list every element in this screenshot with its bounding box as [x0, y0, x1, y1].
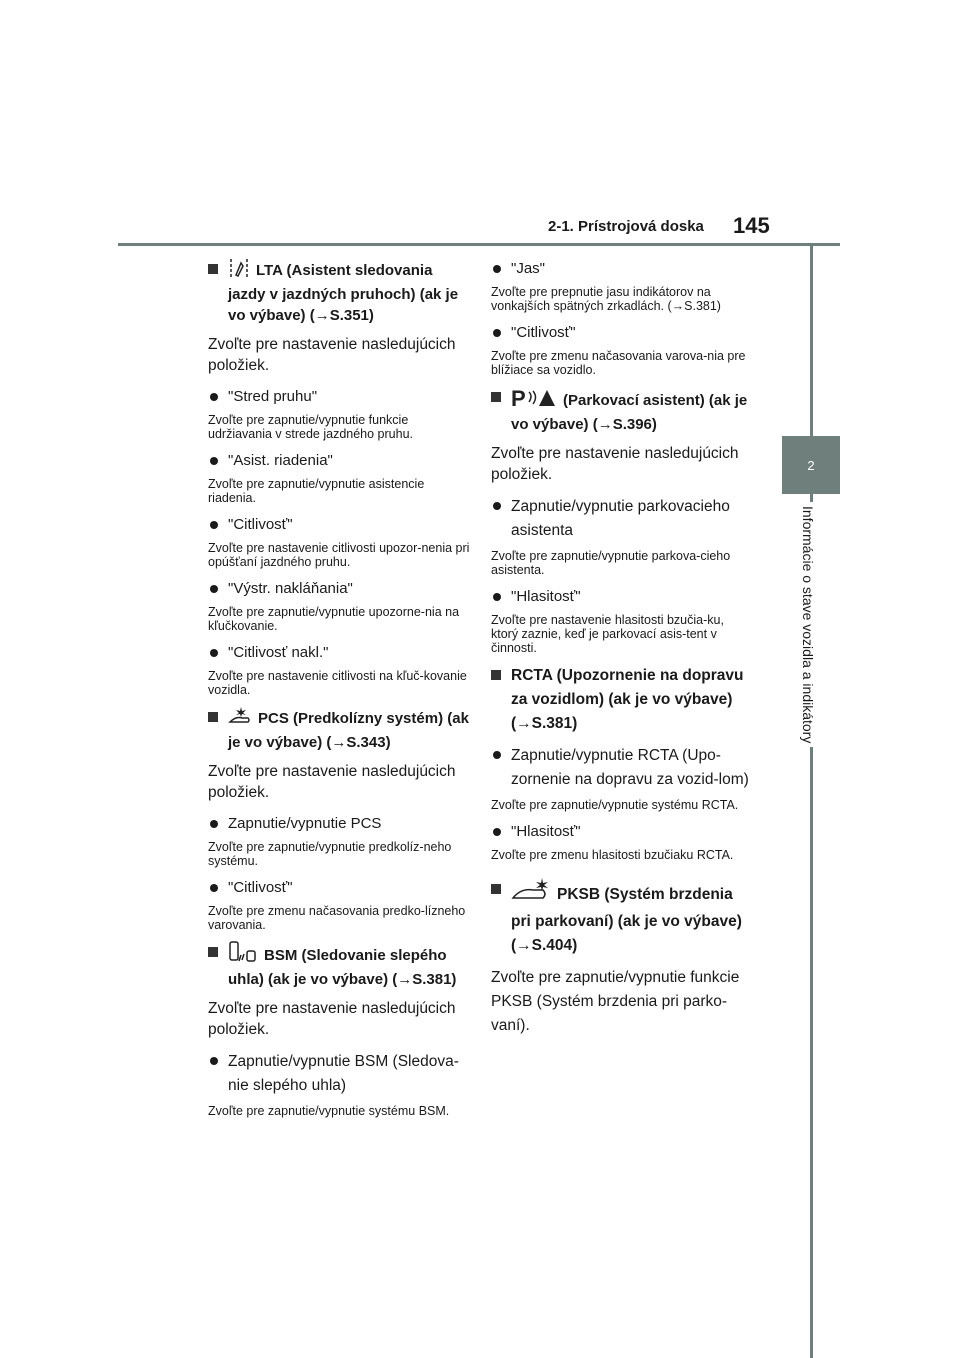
item-description: Zvoľte pre zapnutie/vypnutie systému BSM. [208, 1104, 450, 1118]
list-item [208, 642, 470, 663]
heading-text: BSM (Sledovanie slepého uhla) (ak je vo výbave) (→S.381) [228, 947, 457, 988]
item-description: Zvoľte pre zmenu hlasitosti bzučiaku RCTA. [491, 848, 734, 862]
intro-text: Zvoľte pre nastavenie nasledujúcich položiek. [208, 1000, 456, 1038]
list-item [491, 821, 753, 842]
bullet-icon [493, 751, 501, 759]
list-item [491, 258, 753, 279]
bullet-icon [210, 585, 218, 593]
item-label: "Stred pruhu" [228, 388, 318, 405]
square-bullet-icon [491, 670, 501, 680]
bullet-icon [210, 820, 218, 828]
square-bullet-icon [491, 392, 501, 402]
list-item [491, 586, 753, 607]
heading-text: PCS (Predkolízny systém) (ak je vo výbave) (→S.343) [228, 710, 469, 751]
chapter-tab [782, 436, 840, 494]
heading-text: (Parkovací asistent) (ak je vo výbave) (→S.396) [511, 392, 748, 433]
item-description: Zvoľte pre nastavenie citlivosti na kľuč-kovanie vozidla. [208, 669, 467, 697]
bullet-icon [493, 265, 501, 273]
list-item [208, 877, 470, 898]
square-bullet-icon [208, 712, 218, 722]
section-heading-pcs [208, 706, 470, 753]
page-number: 145 [733, 213, 770, 238]
heading-text: RCTA (Upozornenie na dopravu za vozidlom) (ak je vo výbave) (→S.381) [511, 667, 744, 732]
svg-text:P: P [511, 386, 526, 408]
list-item [208, 1050, 470, 1098]
item-label: "Hlasitosť" [511, 823, 581, 840]
item-description: Zvoľte pre zapnutie/vypnutie funkcie udržiavania v strede jazdného pruhu. [208, 413, 413, 441]
intro-text: Zvoľte pre zapnutie/vypnutie funkcie PKSB (Systém brzdenia pri parko-vaní). [491, 969, 740, 1034]
square-bullet-icon [491, 884, 501, 894]
side-rule-top [810, 245, 813, 437]
item-description: Zvoľte pre zapnutie/vypnutie systému RCTA. [491, 798, 739, 812]
item-label: "Jas" [511, 260, 545, 277]
list-item [491, 322, 753, 343]
bullet-icon [493, 593, 501, 601]
pksb-icon [511, 878, 551, 910]
bullet-icon [493, 502, 501, 510]
section-heading-parking [491, 386, 753, 435]
bullet-icon [210, 393, 218, 401]
right-column [491, 258, 753, 1048]
heading-text: PKSB (Systém brzdenia pri parkovaní) (ak je vo výbave) (→S.404) [511, 886, 742, 954]
item-label: "Hlasitosť" [511, 588, 581, 605]
list-item [208, 514, 470, 535]
item-label: "Citlivosť" [511, 324, 576, 341]
section-heading-bsm [208, 941, 470, 990]
list-item [208, 578, 470, 599]
pcs-icon [228, 706, 252, 732]
intro-text: Zvoľte pre nastavenie nasledujúcich položiek. [208, 763, 456, 801]
bsm-icon [228, 941, 258, 969]
parking-assist-icon [511, 386, 557, 414]
item-description: Zvoľte pre zapnutie/vypnutie predkolíz-neho systému. [208, 840, 452, 868]
item-label: "Citlivosť" [228, 879, 293, 896]
bullet-icon [210, 521, 218, 529]
bullet-icon [493, 828, 501, 836]
bullet-icon [210, 457, 218, 465]
section-title: 2-1. Prístrojová doska [548, 218, 704, 235]
intro-text: Zvoľte pre nastavenie nasledujúcich položiek. [208, 336, 456, 374]
item-label: "Asist. riadenia" [228, 452, 333, 469]
square-bullet-icon [208, 947, 218, 957]
lane-trace-icon [228, 258, 250, 284]
list-item [491, 495, 753, 543]
list-item [208, 813, 470, 834]
square-bullet-icon [208, 264, 218, 274]
item-description: Zvoľte pre zapnutie/vypnutie parkova-cieho asistenta. [491, 549, 731, 577]
item-description: Zvoľte pre zapnutie/vypnutie asistencie riadenia. [208, 477, 425, 505]
item-label: "Výstr. nakláňania" [228, 580, 353, 597]
header-rule [118, 243, 840, 246]
bullet-icon [210, 1057, 218, 1065]
item-label: Zapnutie/vypnutie parkovacieho asistenta [511, 498, 730, 539]
bullet-icon [210, 649, 218, 657]
item-description: Zvoľte pre zmenu načasovania predko-lízneho varovania. [208, 904, 466, 932]
list-item [208, 450, 470, 471]
bullet-icon [493, 329, 501, 337]
list-item [491, 744, 753, 792]
section-heading-lta [208, 258, 470, 326]
item-label: Zapnutie/vypnutie PCS [228, 815, 382, 832]
item-label: "Citlivosť" [228, 516, 293, 533]
item-description: Zvoľte pre zapnutie/vypnutie upozorne-nia na kľučkovanie. [208, 605, 460, 633]
chapter-number: 2 [807, 457, 815, 473]
list-item [208, 386, 470, 407]
item-description: Zvoľte pre nastavenie citlivosti upozor-nenia pri opúšťaní jazdného pruhu. [208, 541, 470, 569]
item-label: Zapnutie/vypnutie BSM (Sledova-nie slepého uhla) [228, 1053, 459, 1094]
item-label: "Citlivosť nakl." [228, 644, 329, 661]
section-heading-pksb [491, 878, 753, 958]
item-label: Zapnutie/vypnutie RCTA (Upo-zornenie na dopravu za vozid-lom) [511, 747, 749, 788]
bullet-icon [210, 884, 218, 892]
item-description: Zvoľte pre prepnutie jasu indikátorov na vonkajších spätných zrkadlách. (→S.381) [491, 285, 721, 313]
intro-text: Zvoľte pre nastavenie nasledujúcich položiek. [491, 445, 739, 483]
left-column [208, 258, 470, 1127]
item-description: Zvoľte pre nastavenie hlasitosti bzučia-ku, ktorý zaznie, keď je parkovací asis-tent v činnosti. [491, 613, 724, 655]
section-heading-rcta [491, 664, 753, 736]
chapter-label-text: Informácie o stave vozidla a indikátory [800, 502, 816, 747]
chapter-label [800, 502, 825, 772]
heading-text: LTA (Asistent sledovania jazdy v jazdných pruhoch) (ak je vo výbave) (→S.351) [228, 262, 459, 324]
item-description: Zvoľte pre zmenu načasovania varova-nia pre blížiace sa vozidlo. [491, 349, 746, 377]
